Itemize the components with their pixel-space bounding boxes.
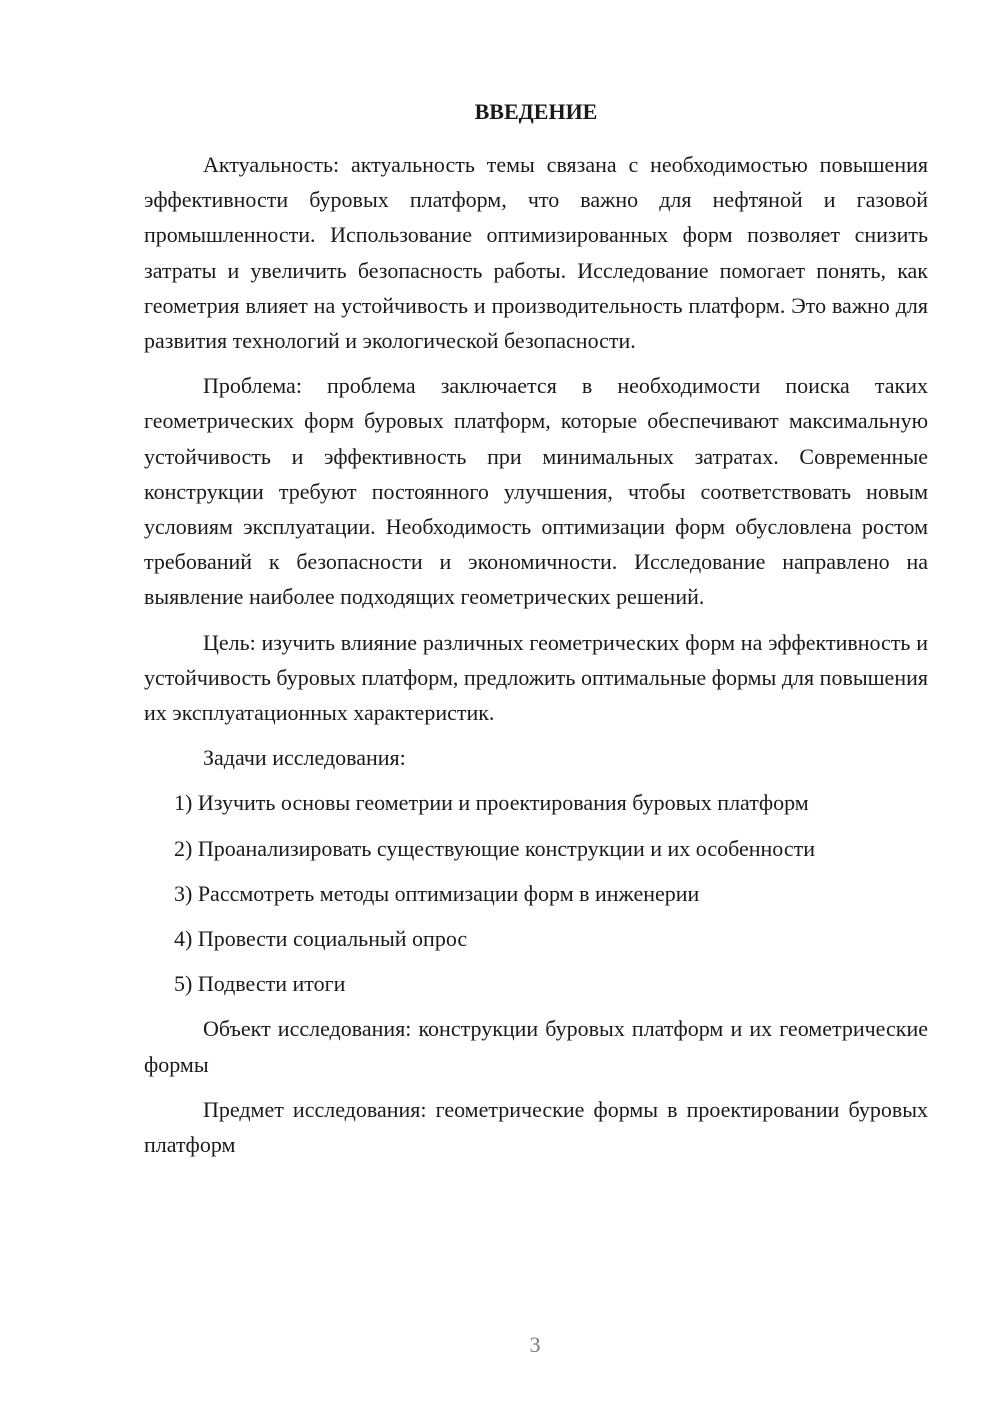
relevance-paragraph: Актуальность: актуальность темы связана с необходимостью повышения эффективности буровых платформ, что важно для нефтяной и газовой промышленности. Использование оптимизированных форм позволяет снизить затраты и увеличить безопасность работы. Исследование помогает понять, как геометрия влияет на устойчивость и производительность платформ. Это важно для развития технологий и экологической безопасности.	[144, 152, 928, 354]
subject-paragraph: Предмет исследования: геометрические формы в проектировании буровых платформ	[144, 1096, 928, 1158]
task-item: 4) Провести социальный опрос	[174, 926, 468, 952]
object-paragraph: Объект исследования: конструкции буровых платформ и их геометрические формы	[144, 1016, 928, 1077]
page-content	[144, 94, 928, 1172]
goal-paragraph: Цель: изучить влияние различных геометрических форм на эффективность и устойчивость буровых платформ, предложить оптимальные формы для повышения их эксплуатационных характеристик.	[144, 629, 928, 726]
tasks-title: Задачи исследования:	[203, 745, 406, 771]
tasks-list	[144, 785, 928, 1001]
page-number: 3	[529, 1332, 541, 1357]
task-item: 1) Изучить основы геометрии и проектирования буровых платформ	[174, 790, 809, 816]
task-item: 2) Проанализировать существующие конструкции и их особенности	[174, 835, 816, 861]
task-item: 3) Рассмотреть методы оптимизации форм в инженерии	[174, 880, 700, 906]
task-item: 5) Подвести итоги	[174, 971, 346, 997]
section-heading: ВВЕДЕНИЕ	[474, 99, 598, 124]
problem-paragraph: Проблема: проблема заключается в необходимости поиска таких геометрических форм буровых платформ, которые обеспечивают максимальную устойчивость и эффективность при минимальных затратах. Современные конструкции требуют постоянного улучшения, чтобы соответствовать новым условиям эксплуатации. Необходимость оптимизации форм обусловлена ростом требований к безопасности и экономичности. Исследование направлено на выявление наиболее подходящих геометрических решений.	[144, 373, 928, 610]
